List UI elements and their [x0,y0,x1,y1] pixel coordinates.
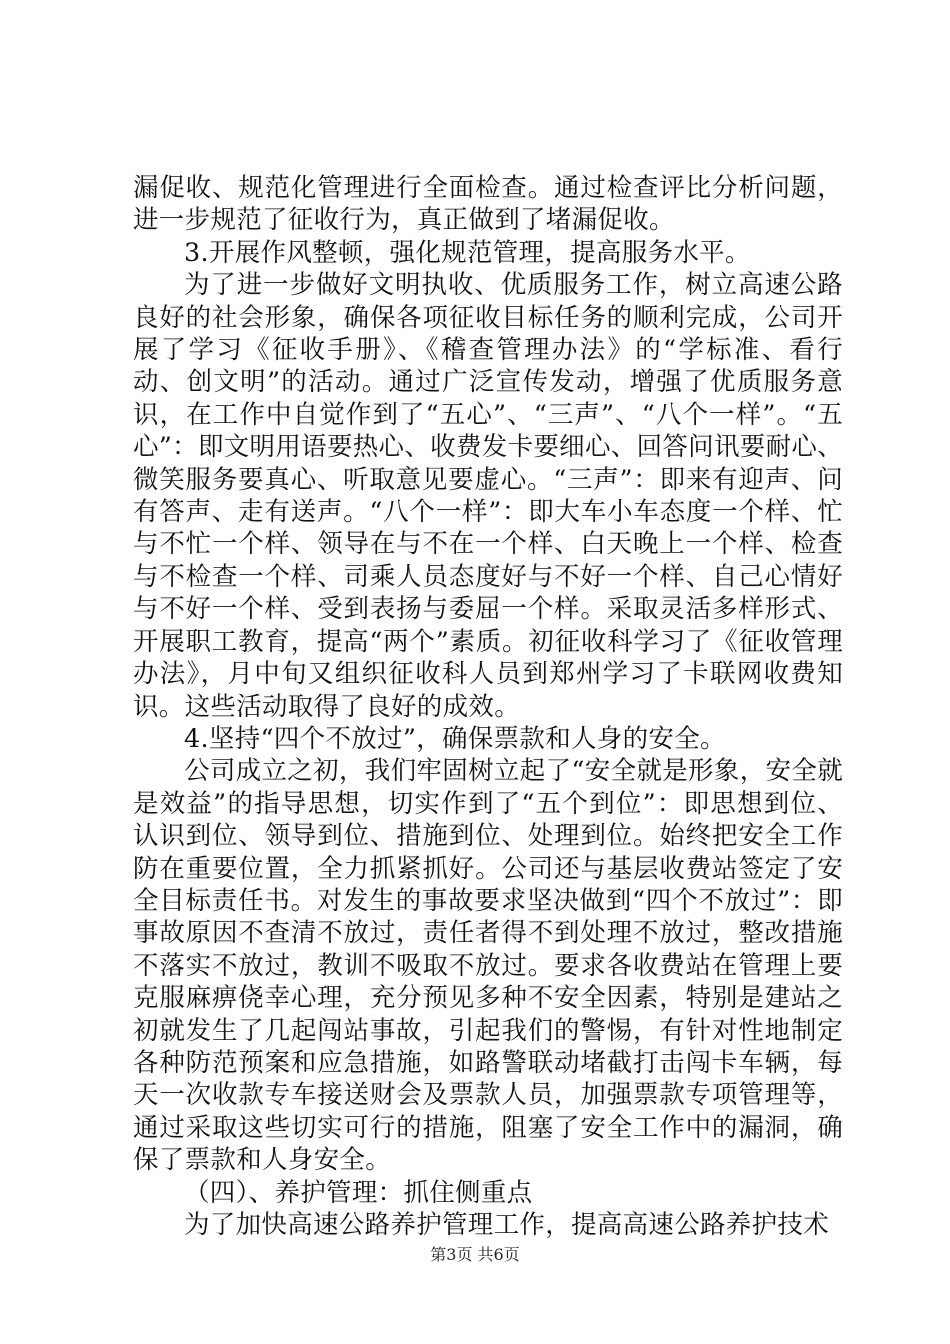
document-body [133,172,843,1241]
paragraph-safety: 公司成立之初，我们牢固树立起了“安全就是形象，安全就是效益”的指导思想，切实作到了“五个到位”：即思想到位、认识到位、领导到位、措施到位、处理到位。始终把安全工作防在重要位置，全力抓紧抓好。公司还与基层收费站签定了安全目标责任书。对发生的事故要求坚决做到“四个不放过”：即事故原因不查清不放过，责任者得不到处理不放过，整改措施不落实不放过，教训不吸取不放过。要求各收费站在管理上要克服麻痹侥幸心理，充分预见多种不安全因素，特别是建站之初就发生了几起闯站事故，引起我们的警惕，有针对性地制定各种防范预案和应急措施，如路警联动堵截打击闯卡车辆，每天一次收款专车接送财会及票款人员，加强票款专项管理等，通过采取这些切实可行的措施，阻塞了安全工作中的漏洞，确保了票款和人身安全。 [133,756,843,1176]
section-heading-4: 4.坚持“四个不放过”，确保票款和人身的安全。 [184,723,726,754]
paragraph-continuation: 漏促收、规范化管理进行全面检查。通过检查评比分析问题，进一步规范了征收行为，真正做到了堵漏促收。 [133,173,843,236]
paragraph-maintenance-intro: 为了加快高速公路养护管理工作，提高高速公路养护技术 [184,1210,830,1240]
section-heading-maintenance: （四）、养护管理：抓住侧重点 [184,1177,533,1208]
page-number-footer: 第3页 共6页 [430,1245,520,1264]
section-heading-3: 3.开展作风整顿，强化规范管理，提高服务水平。 [184,237,751,268]
paragraph-service-quality: 为了进一步做好文明执收、优质服务工作，树立高速公路良好的社会形象，确保各项征收目标任务的顺利完成，公司开展了学习《征收手册》、《稽查管理办法》的“学标准、看行动、创文明”的活动。通过广泛宣传发动，增强了优质服务意识，在工作中自觉作到了“五心”、“三声”、“八个一样”。“五心”：即文明用语要热心、收费发卡要细心、回答问讯要耐心、微笑服务要真心、听取意见要虚心。“三声”：即来有迎声、问有答声、走有送声。“八个一样”：即大车小车态度一个样、忙与不忙一个样、领导在与不在一个样、白天晚上一个样、检查与不检查一个样、司乘人员态度好与不好一个样、自己心情好与不好一个样、受到表扬与委屈一个样。采取灵活多样形式、开展职工教育，提高“两个”素质。初征收科学习了《征收管理办法》，月中旬又组织征收科人员到郑州学习了卡联网收费知识。这些活动取得了良好的成效。 [133,270,843,722]
